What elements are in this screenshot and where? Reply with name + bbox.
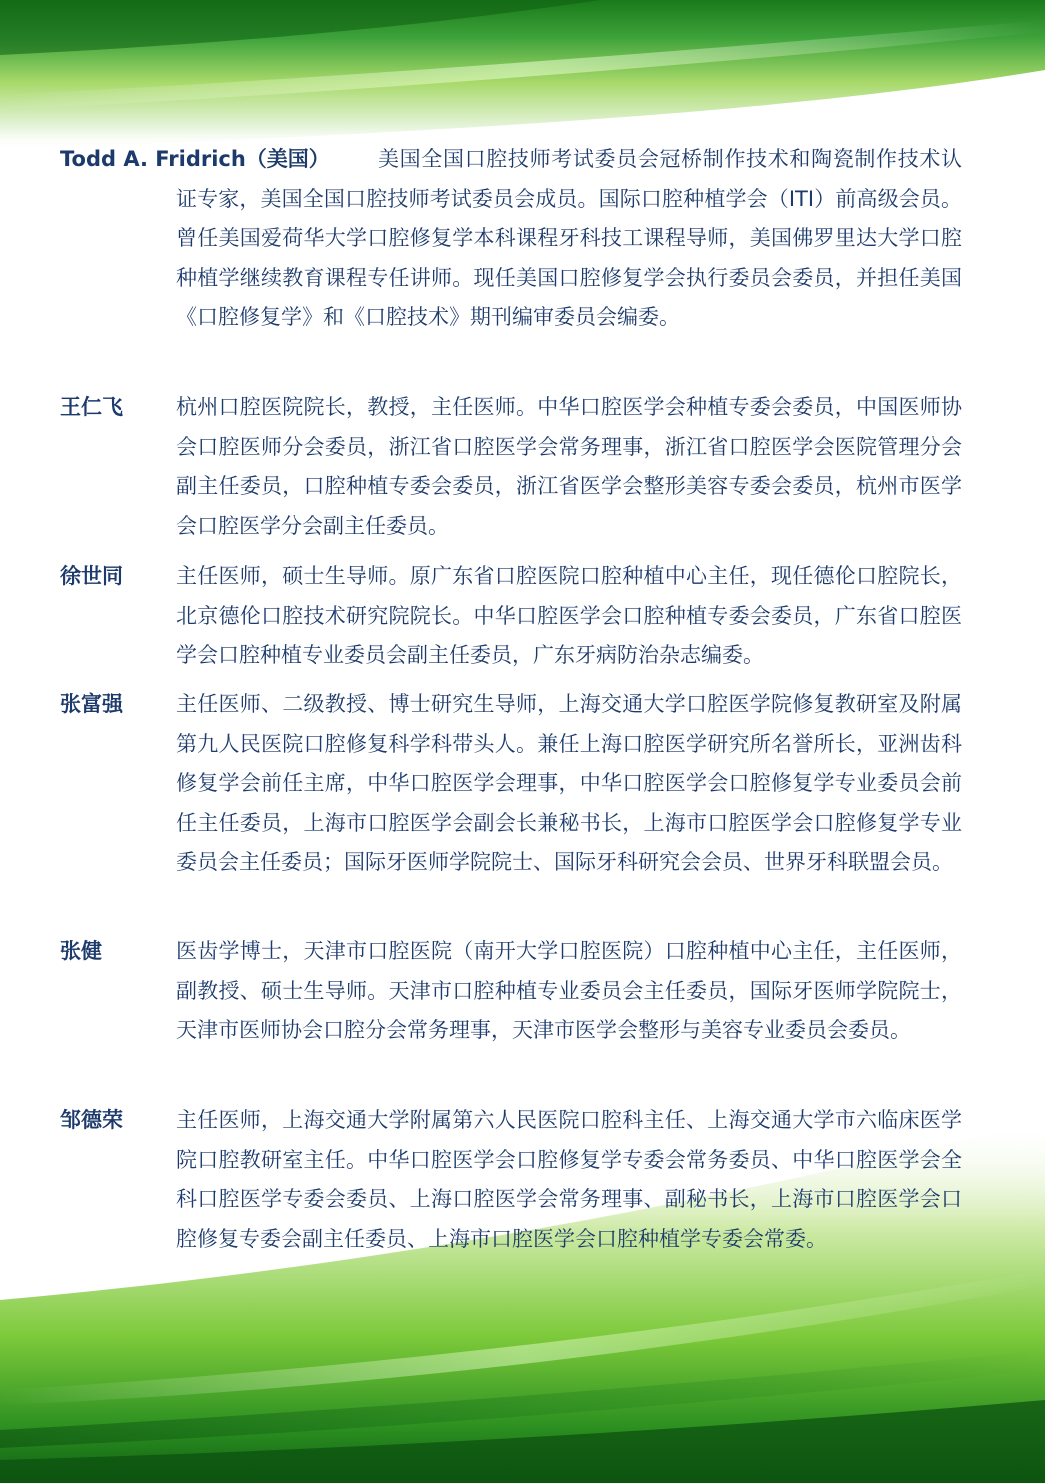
person-bio: 杭州口腔医院院长，教授，主任医师。中华口腔医学会种植专委会委员，中国医师协会口腔医师分会委员，浙江省口腔医学会常务理事，浙江省口腔医学会医院管理分会副主任委员，口腔种植专委会委员，浙江省医学会整形美容专委会委员，杭州市医学会口腔医学分会副主任委员。 [176, 395, 962, 538]
person-name: 王仁飞 [60, 395, 123, 419]
person-bio: 主任医师、二级教授、博士研究生导师，上海交通大学口腔医学院修复教研室及附属第九人民医院口腔修复科学科带头人。兼任上海口腔医学研究所名誉所长，亚洲齿科修复学会前任主席，中华口腔医学会理事，中华口腔医学会口腔修复学专业委员会前任主任委员，上海市口腔医学会副会长兼秘书长，上海市口腔医学会口腔修复学专业委员会主任委员；国际牙医师学院院士、国际牙科研究会会员、世界牙科联盟会员。 [176, 692, 962, 874]
person-bio: 医齿学博士，天津市口腔医院（南开大学口腔医院）口腔种植中心主任，主任医师，副教授、硕士生导师。天津市口腔种植专业委员会主任委员，国际牙医师学院院士，天津市医师协会口腔分会常务理事，天津市医学会整形与美容专业委员会委员。 [176, 939, 962, 1042]
person-name: 张健 [60, 939, 102, 963]
person-bio: 主任医师，硕士生导师。原广东省口腔医院口腔种植中心主任，现任德伦口腔院长，北京德伦口腔技术研究院院长。中华口腔医学会口腔种植专委会委员，广东省口腔医学会口腔种植专业委员会副主任委员，广东牙病防治杂志编委。 [176, 564, 962, 667]
person-name: 张富强 [60, 692, 123, 716]
person-name: Todd A. Fridrich（美国） [60, 147, 330, 171]
person-name: 徐世同 [60, 564, 123, 588]
person-bio: 主任医师，上海交通大学附属第六人民医院口腔科主任、上海交通大学市六临床医学院口腔教研室主任。中华口腔医学会口腔修复学专委会常务委员、中华口腔医学会全科口腔医学专委会委员、上海口腔医学会常务理事、副秘书长，上海市口腔医学会口腔修复专委会副主任委员、上海市口腔医学会口腔种植学专委会常委。 [176, 1108, 962, 1251]
person-bio: 美国全国口腔技师考试委员会冠桥制作技术和陶瓷制作技术认证专家，美国全国口腔技师考试委员会成员。国际口腔种植学会（ITI）前高级会员。曾任美国爱荷华大学口腔修复学本科课程牙科技工课程导师，美国佛罗里达大学口腔种植学继续教育课程专任讲师。现任美国口腔修复学会执行委员会委员，并担任美国《口腔修复学》和《口腔技术》期刊编审委员会编委。 [176, 147, 962, 329]
person-name: 邹德荣 [60, 1108, 123, 1132]
